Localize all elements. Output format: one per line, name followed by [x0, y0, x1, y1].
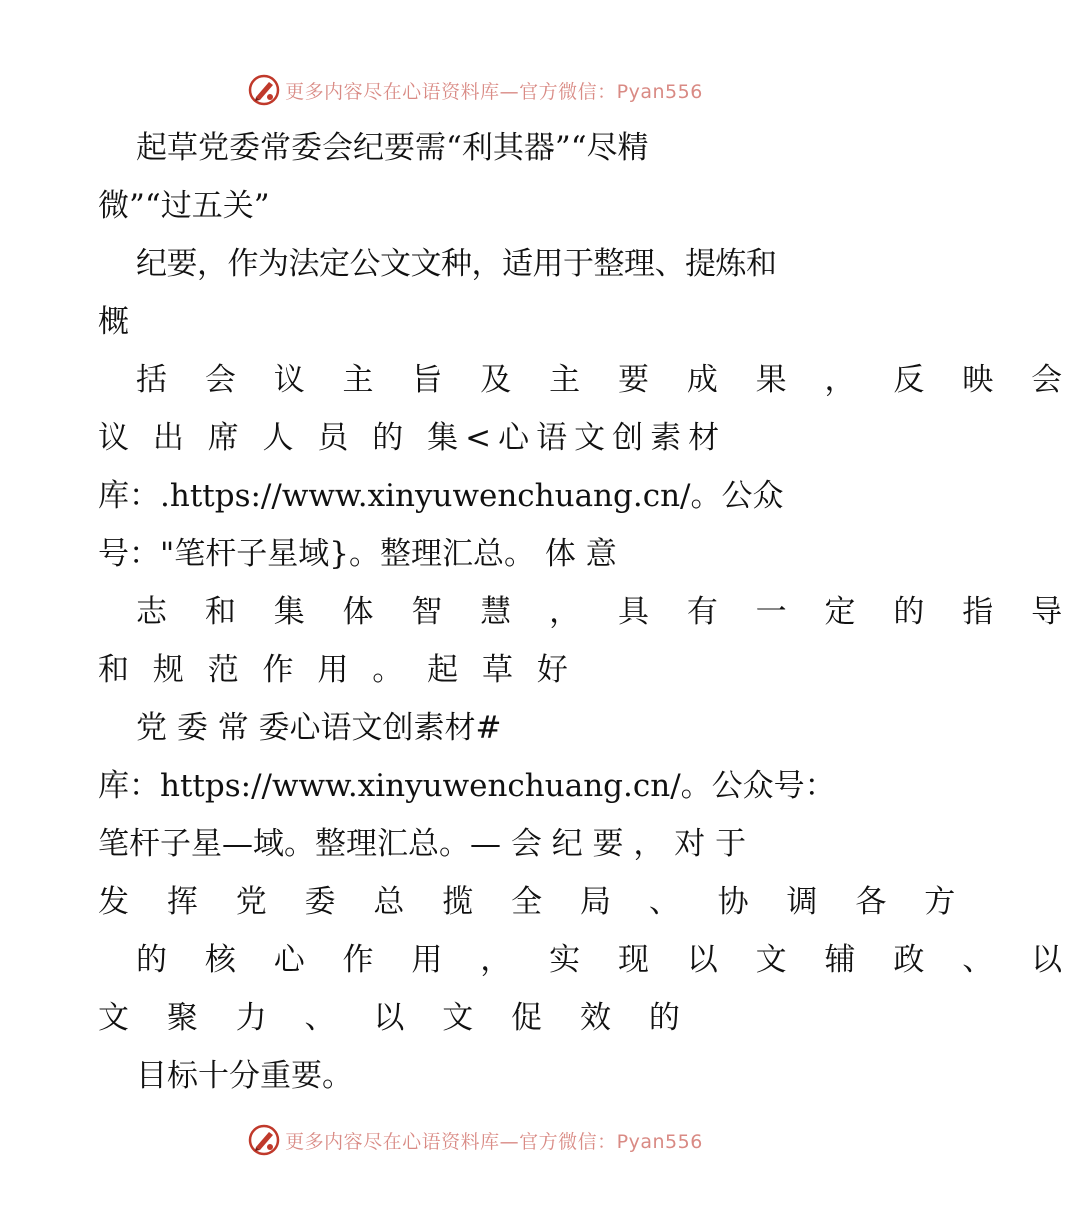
paragraph-line: 志 和 集 体 智 慧 ， 具 有 一 定 的 指 导 — [136, 594, 1076, 630]
paragraph-line: 纪要，作为法定公文文种，适用于整理、提炼和 — [136, 246, 777, 282]
pen-logo-icon — [247, 1123, 281, 1157]
header-watermark-banner — [0, 70, 950, 110]
paragraph-line: 库：.https://www.xinyuwenchuang.cn/。公众 — [98, 478, 784, 514]
title-line-1: 起草党委常委会纪要需“利其器”“尽精 — [136, 130, 649, 166]
paragraph-line: 库：https://www.xinyuwenchuang.cn/。公众号： — [98, 768, 836, 804]
paragraph-line: 号："笔杆子星域}。整理汇总。 体 意 — [98, 536, 617, 572]
watermark-text: 更多内容尽在心语资料库—官方微信：Pyan556 — [285, 1130, 703, 1153]
paragraph-line: 目标十分重要。 — [136, 1058, 353, 1094]
footer-watermark-banner — [0, 1120, 950, 1160]
watermark-text: 更多内容尽在心语资料库—官方微信：Pyan556 — [285, 80, 703, 103]
paragraph-line: 和 规 范 作 用 。 起 草 好 — [98, 652, 575, 688]
paragraph-line: 笔杆子星—域。整理汇总。— 会 纪 要 ， 对 于 — [98, 826, 747, 862]
paragraph-line: 概 — [98, 304, 129, 340]
pen-logo-icon — [247, 73, 281, 107]
paragraph-line: 党 委 常 委心语文创素材# — [136, 710, 502, 746]
paragraph-line: 文 聚 力 、 以 文 促 效 的 — [98, 1000, 694, 1036]
paragraph-line: 的 核 心 作 用 ， 实 现 以 文 辅 政 、 以 — [136, 942, 1076, 978]
paragraph-line: 议 出 席 人 员 的 集<心语文创素材 — [98, 420, 727, 456]
title-line-2: 微”“过五关” — [98, 188, 270, 224]
paragraph-line: 发 挥 党 委 总 揽 全 局 、 协 调 各 方 — [98, 884, 970, 920]
paragraph-line: 括 会 议 主 旨 及 主 要 成 果 ， 反 映 会 — [136, 362, 1076, 398]
